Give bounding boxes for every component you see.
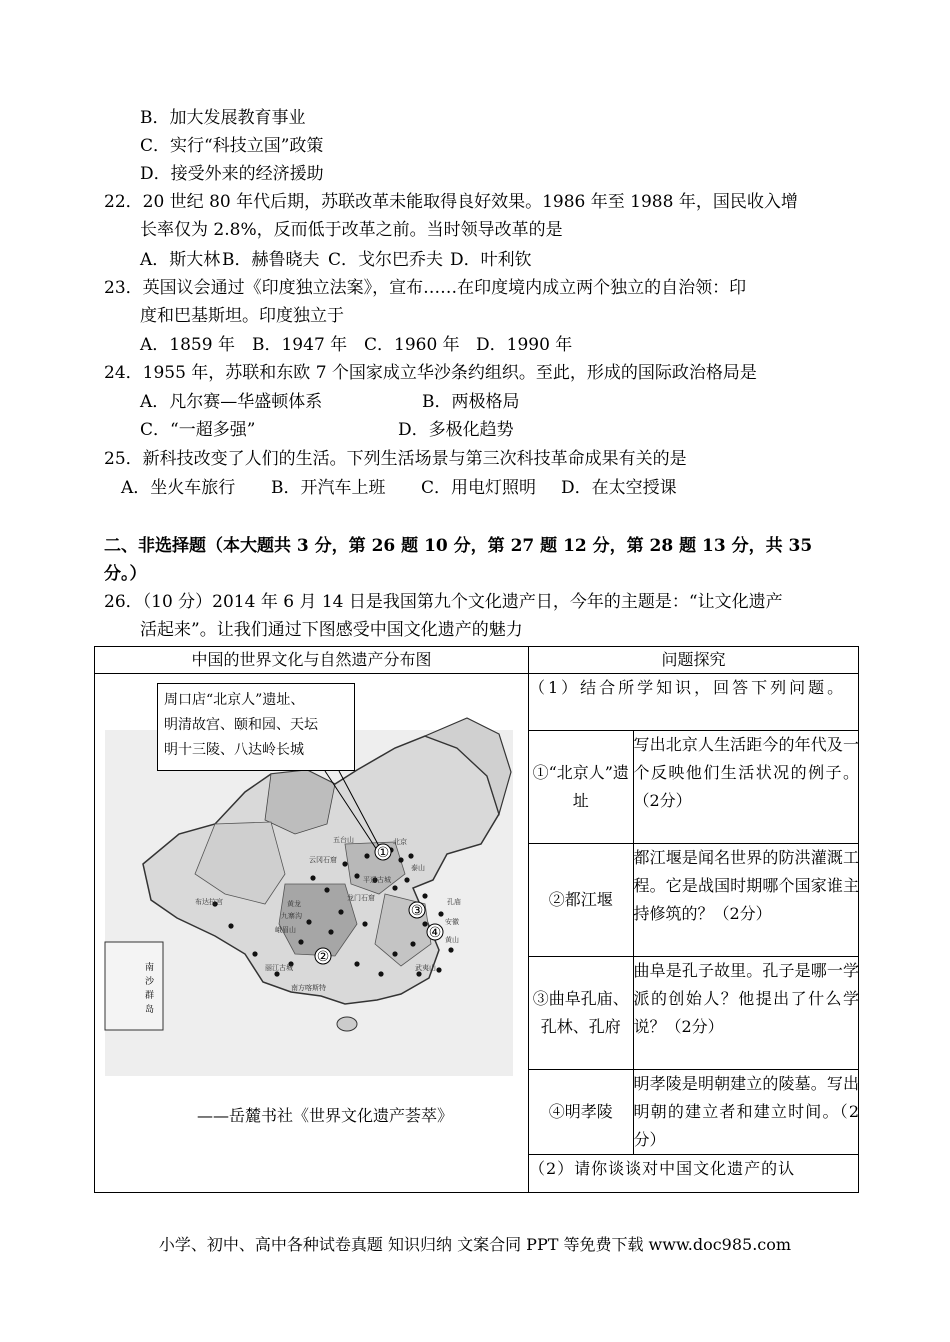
q22-option-c: C．戈尔巴乔夫 [328, 250, 444, 270]
q21-option-b: B．加大发展教育事业 [140, 108, 306, 128]
inset-label-2: 沙 [145, 977, 155, 987]
map-label-huanglong: 黄龙 [287, 900, 301, 908]
row4-site: ④明孝陵 [529, 1070, 633, 1155]
site-dot [364, 853, 369, 858]
callout-line-1: 周口店“北京人”遗址、 [164, 692, 305, 708]
site-dot [310, 875, 315, 880]
q22-options [140, 248, 532, 272]
marker-3: ③ [410, 903, 424, 919]
q21-option-c: C．实行“科技立国”政策 [140, 136, 324, 156]
map-label-huangshan: 黄山 [445, 936, 459, 944]
q26-stem-line2: 活起来”。让我们通过下图感受中国文化遗产的魅力 [140, 620, 523, 640]
map-label-wutaishan: 五台山 [333, 836, 354, 844]
site-dot [410, 941, 415, 946]
map-label-beijing: 北京 [393, 838, 407, 846]
table-right-header: 问题探究 [529, 647, 859, 674]
map-label-karst: 南方喀斯特 [291, 984, 326, 992]
q23-options [140, 333, 572, 357]
inset-label-3: 群 [145, 991, 155, 1001]
site-dot [422, 893, 427, 898]
q25-option-a: A．坐火车旅行 [121, 478, 236, 498]
callout-line-3: 明十三陵、八达岭长城 [164, 742, 304, 758]
map-label-longmen: 龙门石窟 [347, 894, 375, 902]
site-dot [362, 921, 367, 926]
site-dot [328, 929, 333, 934]
marker-1: ① [376, 845, 390, 861]
table-left-header: 中国的世界文化与自然遗产分布图 [95, 647, 529, 674]
map-label-kongmiao: 孔庙 [447, 898, 461, 906]
q25-option-d: D．在太空授课 [561, 478, 677, 498]
map-callout-box [157, 683, 355, 771]
q24-stem: 24．1955 年，苏联和东欧 7 个国家成立华沙条约组织。至此，形成的国际政治格局是 [104, 363, 757, 383]
site-dot [324, 887, 329, 892]
map-label-lijiang: 丽江古城 [265, 964, 293, 972]
site-dot [298, 939, 303, 944]
site-dot [448, 947, 453, 952]
site-dot [274, 971, 279, 976]
site-dot [392, 951, 397, 956]
map-source: ——岳麓书社《世界文化遗产荟萃》 [197, 1106, 454, 1125]
site-dot [228, 923, 233, 928]
map-label-anhui: 安徽 [445, 918, 459, 926]
q22-option-a: A．斯大林 [140, 250, 221, 270]
map-label-yungang: 云冈石窟 [309, 856, 337, 864]
q25-stem: 25．新科技改变了人们的生活。下列生活场景与第三次科技革命成果有关的是 [104, 449, 687, 469]
site-dot [342, 861, 347, 866]
q22-stem-line2: 长率仅为 2.8%，反而低于改革之前。当时领导改革的是 [140, 220, 563, 240]
q25-options [121, 476, 677, 500]
map-label-emeishan: 峨眉山 [275, 926, 296, 934]
row1-question: 写出北京人生活距今的年代及一个反映他们生活状况的例子。（2分） [633, 731, 859, 844]
inset-label-4: 岛 [145, 1005, 155, 1015]
q26-table [94, 646, 859, 1193]
site-dot [398, 857, 403, 862]
row1-site: ①“北京人”遗址 [529, 731, 633, 844]
q26-stem-line1: 26．（10 分）2014 年 6 月 14 日是我国第九个文化遗产日，今年的主题是：“让文化遗产 [104, 592, 783, 612]
site-dot [252, 951, 257, 956]
q23-option-a: A．1859 年 [140, 335, 235, 355]
row4-question: 明孝陵是明朝建立的陵墓。写出明朝的建立者和建立时间。（2分） [633, 1070, 859, 1155]
site-dot [354, 873, 359, 878]
map-label-potala: 布达拉宫 [195, 898, 223, 906]
site-dot [338, 909, 343, 914]
site-dot [408, 853, 413, 858]
q21-option-d: D．接受外来的经济援助 [140, 164, 324, 184]
q24-option-a: A．凡尔赛—华盛顿体系 [140, 392, 323, 412]
q22-stem-line1: 22．20 世纪 80 年代后期，苏联改革未能取得良好效果。1986 年至 1988 年，国民收入增 [104, 192, 798, 212]
q23-stem-line2: 度和巴基斯坦。印度独立于 [140, 306, 344, 326]
map-label-jiuzhaigou: 九寨沟 [281, 912, 302, 920]
site-dot [378, 971, 383, 976]
questions-table [529, 674, 859, 1183]
site-dot [354, 961, 359, 966]
site-dot [436, 967, 441, 972]
questions-cell [529, 674, 859, 1193]
site-dot [392, 885, 397, 890]
q25-option-b: B．开汽车上班 [271, 478, 386, 498]
row2-site: ②都江堰 [529, 844, 633, 957]
page-footer: 小学、初中、高中各种试卷真题 知识归纳 文案合同 PPT 等免费下载 www.doc985.com [158, 1235, 792, 1254]
map-cell [95, 674, 529, 1193]
section-2-title-line2: 分。） [104, 564, 147, 584]
hainan-island [337, 1017, 357, 1031]
row3-question: 曲阜是孔子故里。孔子是哪一学派的创始人？他提出了什么学说？（2分） [633, 957, 859, 1070]
marker-2: ② [316, 949, 330, 965]
q24-option-d: D．多极化趋势 [398, 420, 514, 440]
map-label-pingyao: 平遥古城 [363, 876, 391, 884]
q23-option-c: C．1960 年 [364, 335, 460, 355]
row2-question: 都江堰是闻名世界的防洪灌溉工程。它是战国时期哪个国家谁主持修筑的？（2分） [633, 844, 859, 957]
site-dot [438, 911, 443, 916]
q24-option-c: C．“一超多强” [140, 420, 256, 440]
inset-label-1: 南 [145, 963, 155, 973]
q23-option-d: D．1990 年 [476, 335, 573, 355]
site-dot [416, 971, 421, 976]
q23-stem-line1: 23．英国议会通过《印度独立法案》，宣布……在印度境内成立两个独立的自治领：印 [104, 278, 747, 298]
row3-site: ③曲阜孔庙、孔林、孔府 [529, 957, 633, 1070]
part2-prompt: （2）请你谈谈对中国文化遗产的认 [529, 1155, 859, 1184]
q25-option-c: C．用电灯照明 [421, 478, 537, 498]
map-label-taishan: 泰山 [411, 864, 425, 872]
q22-option-b: B．赫鲁晓夫 [222, 250, 320, 270]
marker-4: ④ [428, 925, 442, 941]
section-2-title-line1: 二、非选择题（本大题共 3 分，第 26 题 10 分，第 27 题 12 分，第 28 题 13 分，共 35 [104, 536, 813, 556]
site-dot [404, 877, 409, 882]
map-label-wuyishan: 武夷山 [415, 964, 436, 972]
site-dot [306, 919, 311, 924]
mongolia-border-region [265, 770, 335, 834]
q23-option-b: B．1947 年 [252, 335, 348, 355]
q24-option-b: B．两极格局 [422, 392, 520, 412]
part1-prompt: （1）结合所学知识，回答下列问题。 [529, 674, 859, 731]
site-dot [422, 921, 427, 926]
q22-option-d: D．叶利钦 [450, 250, 532, 270]
south-china-sea-inset [105, 942, 163, 1030]
callout-line-2: 明清故宫、颐和园、天坛 [164, 717, 318, 733]
